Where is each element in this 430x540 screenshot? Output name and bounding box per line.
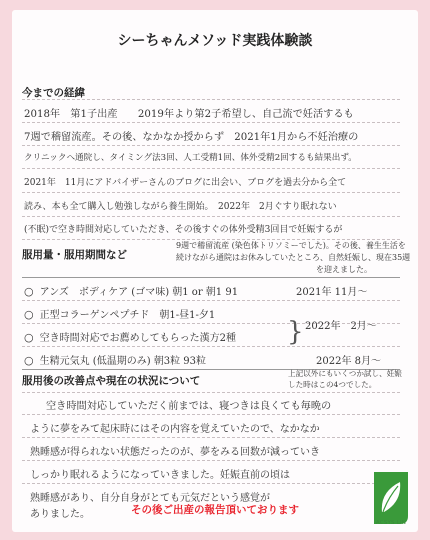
- improvement-aside: した時はこの4つでした。: [288, 380, 377, 389]
- medication-period: 2021年 11月〜: [296, 287, 368, 298]
- medication-item-text: アンズ ボディケア (ゴマ味) 朝1 or 朝1 91: [39, 287, 239, 298]
- ruled-line: [22, 414, 400, 415]
- ruled-line: [22, 168, 400, 169]
- medication-period: 2022年 2月〜: [305, 321, 377, 332]
- history-heading: 今までの経緯: [22, 85, 89, 100]
- page-title: シーちゃんメソッド実践体験談: [117, 33, 313, 49]
- ruled-line: [22, 483, 400, 484]
- history-line: 2018年 第1子出産 2019年より第2子希望し、自己流で妊活するも: [24, 109, 354, 120]
- ruled-line: [22, 437, 400, 438]
- history-note: を迎えました。: [316, 265, 372, 274]
- history-line: クリニックへ通院し、タイミング法3回、人工受精1回、体外受精2回するも結果出ず。: [24, 153, 357, 163]
- improvement-aside: 上記以外にもいくつか試し、妊娠: [288, 369, 402, 378]
- history-line: 読み、本も全て購入し勉強しながら養生開始。 2022年 2月ぐすり眠れない: [24, 202, 337, 212]
- ruled-line: [22, 145, 400, 146]
- improvement-heading: 服用後の改善点や現在の状況について: [22, 373, 204, 388]
- bullet-icon: ○: [24, 354, 34, 367]
- improvement-line: ありました。: [30, 509, 90, 520]
- history-note: 続けながら通院はお休みしていたところ、自然妊娠し、現在35週: [176, 253, 411, 262]
- improvement-line: 熟睡感があり、自分自身がとても元気だという感覚が: [30, 493, 270, 504]
- history-line: 2021年 11月にアドバイザーさんのブログに出会い、ブログを過去分から全て: [24, 178, 347, 188]
- logo-label: ACSYS LIN: [375, 520, 407, 526]
- history-line: (不眠)で空き時間対応していただき、その後すぐの体外受精3回目で妊娠するが: [24, 225, 343, 235]
- bracket-icon: }: [287, 317, 304, 347]
- medication-item-text: 生精元気丸 (低温期のみ) 朝3粒 93粒: [39, 356, 207, 367]
- medication-item: [24, 329, 236, 344]
- ruled-line: [22, 192, 400, 193]
- improvement-line: 熟睡感が得られない状態だったのが、夢をみる回数が減っていき: [30, 447, 320, 458]
- medication-heading: 服用量・服用期間など: [22, 247, 131, 262]
- medication-item: [24, 306, 215, 321]
- history-line: 7週で稽留流産。その後、なかなか授からず 2021年1月から不妊治療の: [24, 132, 359, 143]
- improvement-line: ように夢をみて起床時にはその内容を覚えていたので、なかなか: [30, 424, 320, 435]
- improvement-line: 空き時間対応していただく前までは、寝つきは良くても毎晩の: [46, 401, 332, 412]
- medication-item-text: 正型コラーゲンペプチド 朝1-昼1-夕1: [39, 310, 216, 321]
- ruled-line: [22, 216, 400, 217]
- medication-period: 2022年 8月〜: [316, 356, 381, 367]
- footer-note: その後ご出産の報告頂いております: [131, 504, 299, 516]
- improvement-line: しっかり眠れるようになっていきました。妊娠直前の頃は: [30, 470, 290, 481]
- ruled-line: [22, 392, 400, 393]
- divider: [22, 99, 400, 100]
- history-note: 9週で稽留流産 (染色体トリソミーでした)。その後、養生生活を: [176, 241, 406, 250]
- medication-item-text: 空き時間対応でお薦めしてもらった漢方2種: [39, 333, 236, 344]
- ruled-line: [22, 122, 400, 123]
- bullet-icon: ○: [24, 285, 34, 298]
- ruled-line: [22, 300, 400, 301]
- medication-item: [24, 283, 238, 298]
- divider: [22, 277, 400, 278]
- bullet-icon: ○: [24, 308, 34, 321]
- ruled-line: [22, 346, 400, 347]
- bullet-icon: ○: [24, 331, 34, 344]
- medication-item: [24, 352, 206, 367]
- ruled-line: [22, 460, 400, 461]
